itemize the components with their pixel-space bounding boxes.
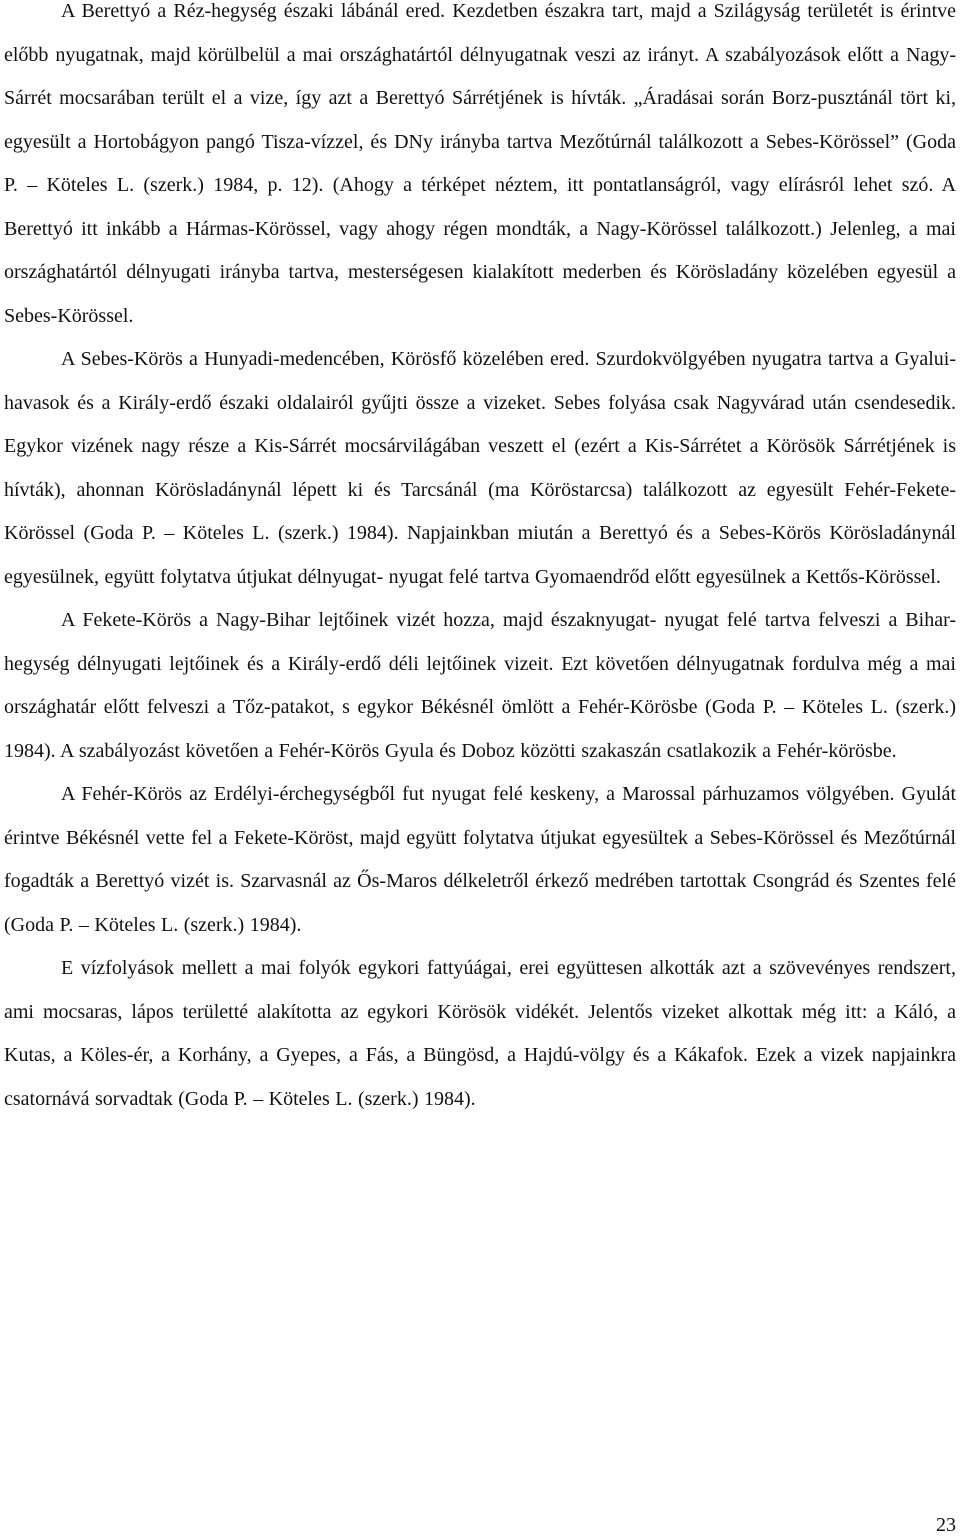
paragraph-fekete-koros: A Fekete-Körös a Nagy-Bihar lejtőinek vizét hozza, majd északnyugat- nyugat felé tartva felveszi a Bihar-hegység délnyugati lejtőinek és a Király-erdő déli lejtőinek vizeit. Ezt követően délnyugatnak fordulva még a mai országhatár előtt felveszi a Tőz-patakot, s egykor Békésnél ömlött a Fehér-Körösbe (Goda P. – Köteles L. (szerk.) 1984). A szabályozást követően a Fehér-Körös Gyula és Doboz közötti szakaszán csatlakozik a Fehér-körösbe. — [4, 609, 956, 762]
page-number: 23 — [936, 1514, 956, 1536]
paragraph-feher-koros: A Fehér-Körös az Erdélyi-érchegységből fut nyugat felé keskeny, a Marossal párhuzamos völgyében. Gyulát érintve Békésnél vette fel a Fekete-Köröst, majd együtt folytatva útjukat egyesültek a Sebes-Körössel és Mezőtúrnál fogadták a Berettyó vizét is. Szarvasnál az Ős-Maros délkeletről érkező medrében tartottak Csongrád és Szentes felé (Goda P. – Köteles L. (szerk.) 1984). — [4, 783, 956, 936]
paragraph-fattyuagak: E vízfolyások mellett a mai folyók egykori fattyúágai, erei együttesen alkották azt a szövevényes rendszert, ami mocsaras, lápos területté alakította az egykori Körösök vidékét. Jelentős vizeket alkottak még itt: a Káló, a Kutas, a Köles-ér, a Korhány, a Gyepes, a Fás, a Büngösd, a Hajdú-völgy és a Kákafok. Ezek a vizek napjainkra csatornává sorvadtak (Goda P. – Köteles L. (szerk.) 1984). — [4, 957, 956, 1110]
paragraph-sebes-koros: A Sebes-Körös a Hunyadi-medencében, Körösfő közelében ered. Szurdokvölgyében nyugatra tartva a Gyalui-havasok és a Király-erdő északi oldalairól gyűjti össze a vizeket. Sebes folyása csak Nagyvárad után csendesedik. Egykor vizének nagy része a Kis-Sárrét mocsárvilágában veszett el (ezért a Kis-Sárrétet a Körösök Sárrétjének is hívták), ahonnan Körösladánynál lépett ki és Tarcsánál (ma Köröstarcsa) találkozott az egyesült Fehér-Fekete-Körössel (Goda P. – Köteles L. (szerk.) 1984). Napjainkban miután a Berettyó és a Sebes-Körös Körösladánynál egyesülnek, együtt folytatva útjukat délnyugat- nyugat felé tartva Gyomaendrőd előtt egyesülnek a Kettős-Körössel. — [4, 348, 956, 588]
body-text — [4, 0, 956, 1121]
paragraph-berettyo: A Berettyó a Réz-hegység északi lábánál ered. Kezdetben északra tart, majd a Szilágyság területét is érintve előbb nyugatnak, majd körülbelül a mai országhatártól délnyugatnak veszi az irányt. A szabályozások előtt a Nagy-Sárrét mocsarában terült el a vize, így azt a Berettyó Sárrétjének is hívták. „Áradásai során Borz-pusztánál tört ki, egyesült a Hortobágyon pangó Tisza-vízzel, és DNy irányba tartva Mezőtúrnál találkozott a Sebes-Körössel” (Goda P. – Köteles L. (szerk.) 1984, p. 12). (Ahogy a térképet néztem, itt pontatlanságról, vagy elírásról lehet szó. A Berettyó itt inkább a Hármas-Körössel, vagy ahogy régen mondták, a Nagy-Körössel találkozott.) Jelenleg, a mai országhatártól délnyugati irányba tartva, mesterségesen kialakított mederben és Körösladány közelében egyesül a Sebes-Körössel. — [4, 0, 956, 327]
